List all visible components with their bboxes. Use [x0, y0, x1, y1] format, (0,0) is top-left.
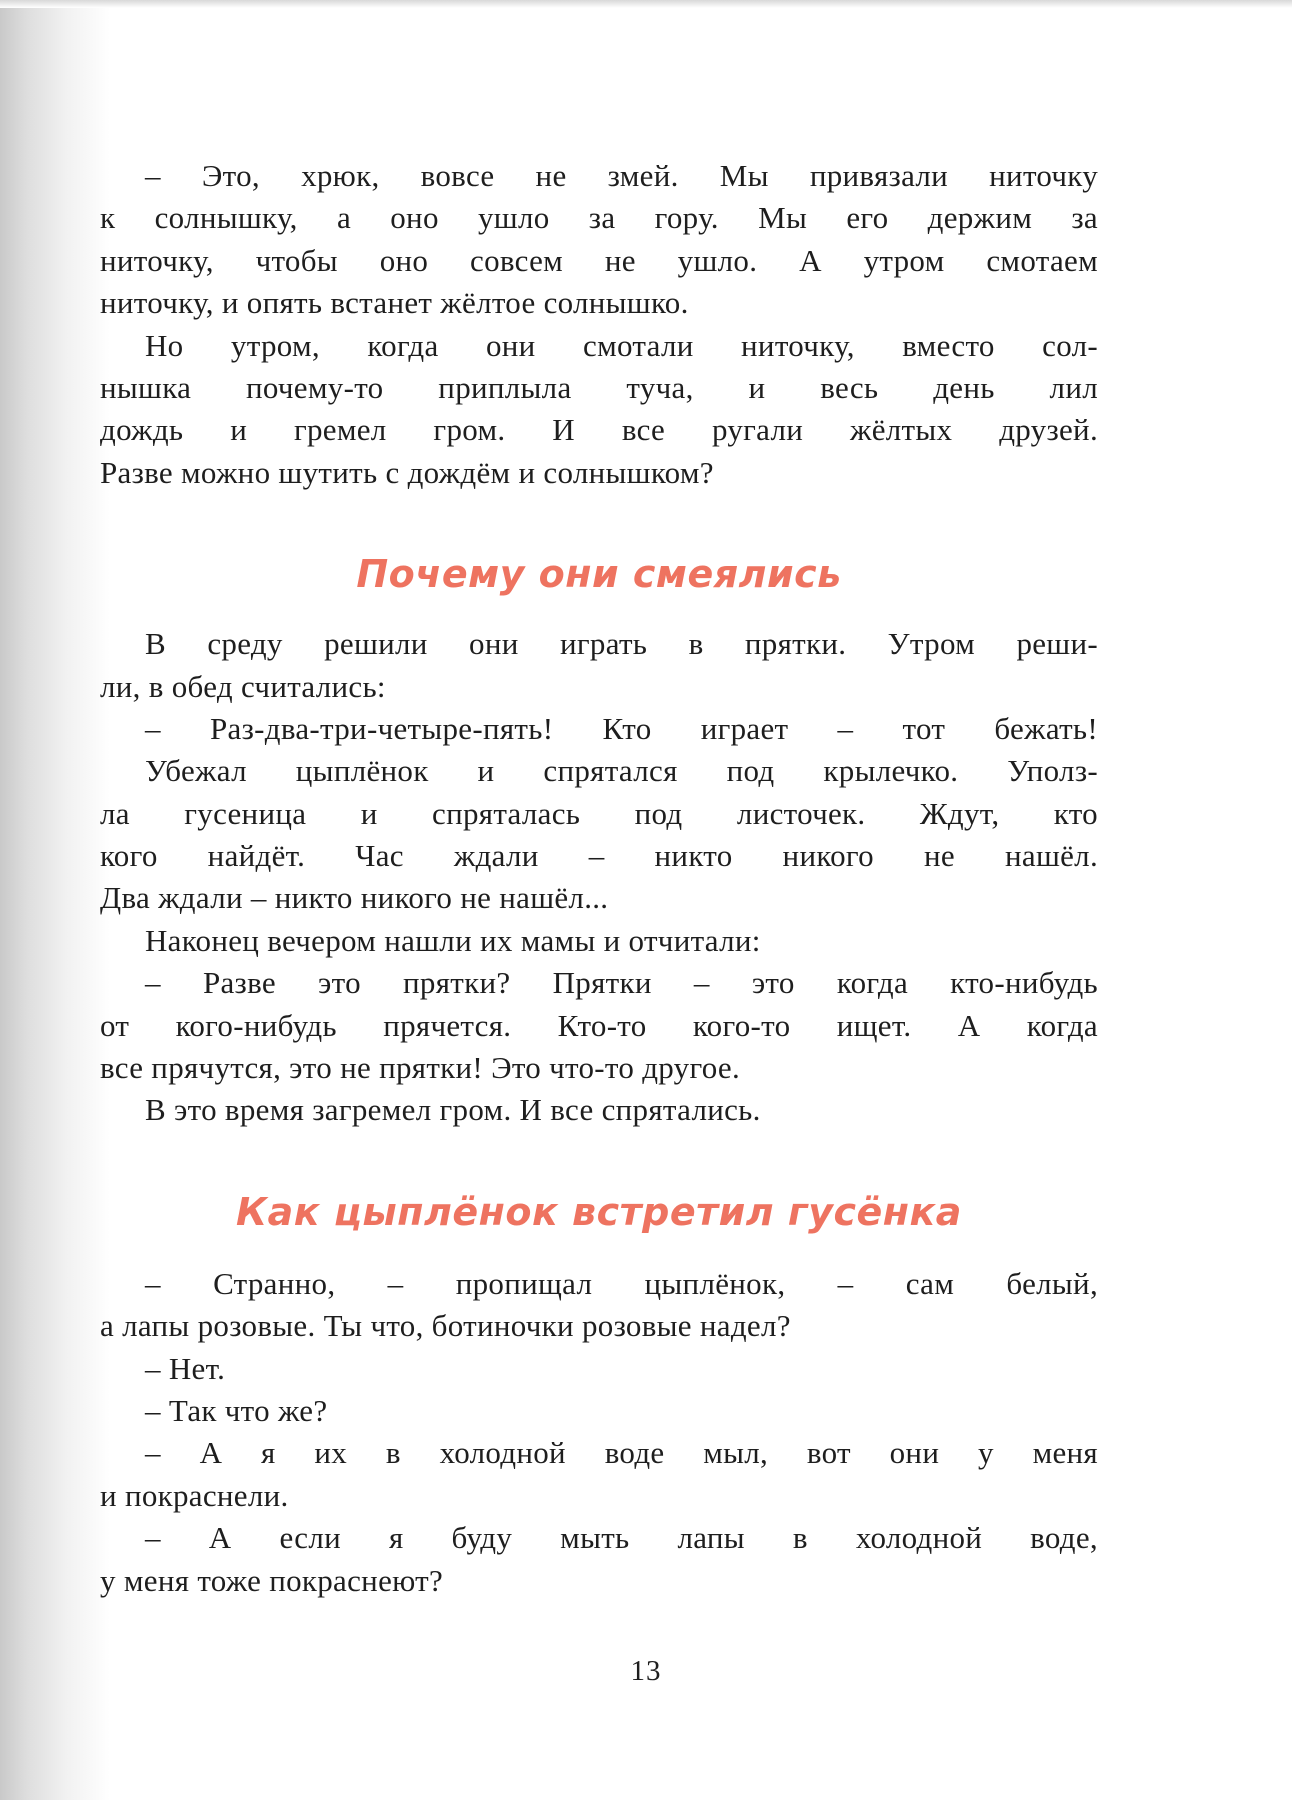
story-chick-meets-gosling	[100, 1187, 1098, 1602]
book-page	[100, 155, 1098, 1602]
story-heading: Почему они смеялись	[356, 552, 842, 597]
story-heading: Как цыплёнок встретил гусёнка	[236, 1189, 962, 1234]
text-line: кого найдёт. Час ждали – никто никого не нашёл.	[100, 838, 1098, 874]
text-line: нышка почему-то приплыла туча, и весь день лил	[100, 369, 1098, 405]
text-line: – Нет.	[145, 1350, 226, 1386]
text-line: ли, в обед считались:	[100, 668, 386, 704]
text-line: от кого-нибудь прячется. Кто-то кого-то ищет. А когда	[100, 1007, 1098, 1043]
text-line: – Так что же?	[145, 1392, 328, 1428]
text-line: В это время загремел гром. И все спрятались.	[145, 1092, 761, 1128]
text-line: – Это, хрюк, вовсе не змей. Мы привязали ниточку	[145, 158, 1098, 193]
text-line: – Разве это прятки? Прятки – это когда кто-нибудь	[145, 965, 1098, 1001]
page-number: 13	[630, 1655, 662, 1687]
text-line: – Странно, – пропищал цыплёнок, – сам белый,	[145, 1265, 1098, 1301]
text-line: Разве можно шутить с дождём и солнышком?	[100, 454, 714, 490]
text-line: все прячутся, это не прятки! Это что-то другое.	[100, 1050, 740, 1086]
text-line: Убежал цыплёнок и спрятался под крылечко. Уполз-	[145, 753, 1098, 789]
text-line: к солнышку, а оно ушло за гору. Мы его держим за	[100, 200, 1098, 236]
page-top-edge	[0, 0, 1292, 8]
text-line: В среду решили они играть в прятки. Утром реши-	[145, 626, 1098, 662]
text-line: – А я их в холодной воде мыл, вот они у меня	[145, 1435, 1098, 1471]
text-line: дождь и гремел гром. И все ругали жёлтых друзей.	[100, 412, 1098, 448]
text-line: Два ждали – никто никого не нашёл...	[100, 880, 609, 916]
text-line: ла гусеница и спряталась под листочек. Ждут, кто	[100, 795, 1098, 831]
story-why-they-laughed	[100, 549, 1098, 1132]
text-line: ниточку, и опять встанет жёлтое солнышко.	[100, 285, 689, 321]
page-gutter-shadow	[0, 0, 110, 1800]
text-line: и покраснели.	[100, 1477, 289, 1513]
text-line: а лапы розовые. Ты что, ботиночки розовые надел?	[100, 1308, 791, 1344]
text-line: Наконец вечером нашли их мамы и отчитали:	[145, 922, 761, 958]
text-line: ниточку, чтобы оно совсем не ушло. А утром смотаем	[100, 242, 1098, 278]
story-continuation	[100, 155, 1098, 494]
text-line: Но утром, когда они смотали ниточку, вместо сол-	[145, 327, 1098, 363]
text-line: – Раз-два-три-четыре-пять! Кто играет – тот бежать!	[145, 710, 1098, 746]
text-line: у меня тоже покраснеют?	[100, 1562, 444, 1598]
text-line: – А если я буду мыть лапы в холодной воде,	[145, 1520, 1098, 1556]
